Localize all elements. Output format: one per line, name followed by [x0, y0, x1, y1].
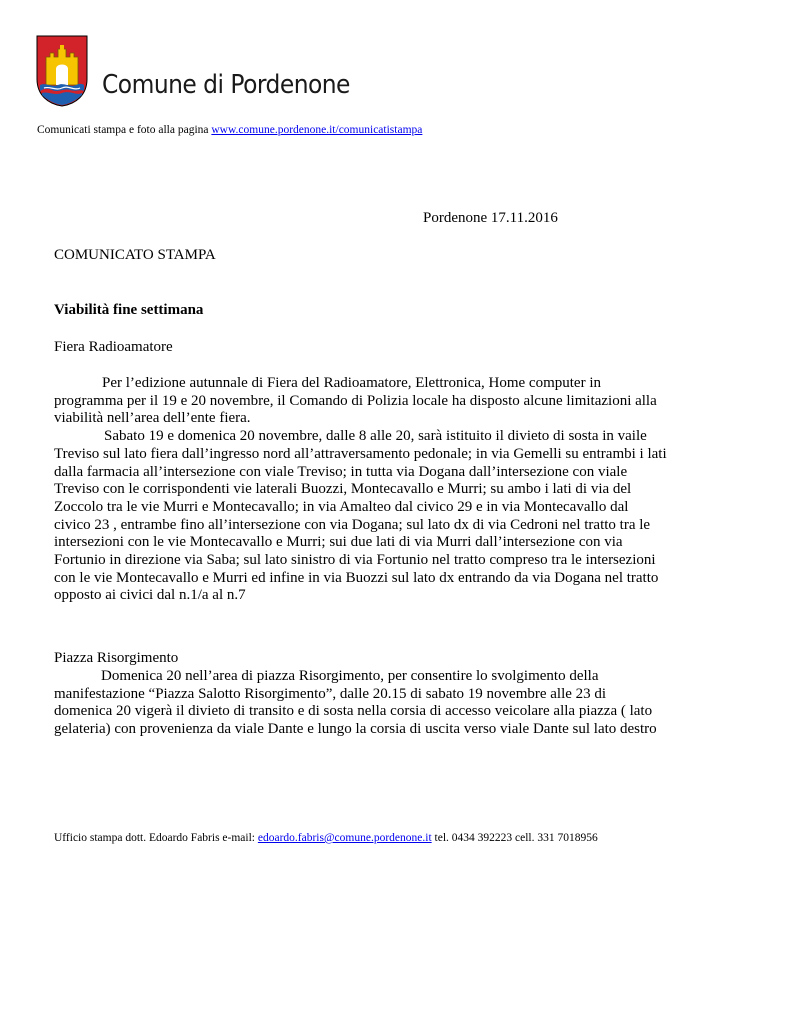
paragraph-line: con le vie Montecavallo e Murri ed infine in via Buozzi sul lato dx entrando da via Dogana nel tratto — [54, 569, 659, 586]
paragraph-line: Per l’edizione autunnale di Fiera del Radioamatore, Elettronica, Home computer in — [102, 375, 601, 391]
paragraph-line: Fortunio in direzione via Saba; sul lato sinistro di via Fortunio nel tratto compreso tra le intersezioni — [54, 552, 656, 569]
paragraph-line: Sabato 19 e domenica 20 novembre, dalle 8 alle 20, sarà istituito il divieto di sosta in vaile — [104, 428, 647, 445]
paragraph-line: Zoccolo tra le vie Murri e Montecavallo; in via Amalteo dal civico 29 e in via Montecavallo dal — [54, 498, 629, 515]
paragraph-line: intersezioni con le vie Montecavallo e Murri; sui due lati di via Murri dall’intersezione con via — [54, 534, 623, 551]
section-body-piazza — [54, 668, 657, 739]
press-info-line — [37, 124, 422, 136]
brand-name: Comune di Pordenone — [102, 70, 350, 100]
paragraph-line: programma per il 19 e 20 novembre, il Comando di Polizia locale ha disposto alcune limitazioni alla — [54, 392, 657, 409]
paragraph-line: Treviso sul lato fiera dall’ingresso nord all’attraversamento pedonale; in via Gemelli su entrambi i lati — [54, 445, 667, 462]
press-page-link[interactable]: www.comune.pordenone.it/comunicatistampa — [211, 124, 423, 136]
document-title: Viabilità fine settimana — [54, 302, 204, 318]
press-office-footer — [54, 832, 598, 844]
press-info-text: Comunicati stampa e foto alla pagina — [37, 124, 212, 136]
paragraph-line: civico 23 , entrambe fino all’intersezione con via Dogana; sul lato dx di via Cedroni nel tratto tra le — [54, 516, 651, 533]
paragraph-line: manifestazione “Piazza Salotto Risorgimento”, dalle 20.15 di sabato 19 novembre alle 23 di — [54, 685, 607, 702]
paragraph-line: Domenica 20 nell’area di piazza Risorgimento, per consentire lo svolgimento della — [101, 668, 599, 684]
section-heading-piazza: Piazza Risorgimento — [54, 650, 179, 666]
paragraph-line: opposto ai civici dal n.1/a al n.7 — [54, 587, 246, 604]
section-heading-fiera: Fiera Radioamatore — [54, 339, 173, 355]
footer-email-link[interactable]: edoardo.fabris@comune.pordenone.it — [257, 832, 432, 844]
paragraph-line: viabilità nell’area dell’ente fiera. — [54, 410, 251, 427]
footer-contact-text: Ufficio stampa dott. Edoardo Fabris e-mail: — [54, 832, 258, 844]
document-date: Pordenone 17.11.2016 — [423, 210, 558, 226]
document-label: COMUNICATO STAMPA — [54, 247, 216, 263]
footer-phone-text: tel. 0434 392223 cell. 331 7018956 — [431, 832, 598, 844]
paragraph-line: dalla farmacia all’intersezione con viale Treviso; in tutta via Dogana dall’intersezione con viale — [54, 463, 628, 480]
section-body-fiera — [54, 375, 667, 605]
paragraph-line: gelateria) con provenienza da viale Dante e lungo la corsia di uscita verso viale Dante sul lato destro — [54, 721, 657, 738]
paragraph-line: domenica 20 vigerà il divieto di transito e di sosta nella corsia di accesso veicolare alla piazza ( lato — [54, 703, 653, 720]
coat-of-arms-icon — [36, 35, 88, 107]
paragraph-line: Treviso con le corrispondenti vie laterali Buozzi, Montecavallo e Murri; su ambo i lati di via del — [54, 481, 632, 498]
